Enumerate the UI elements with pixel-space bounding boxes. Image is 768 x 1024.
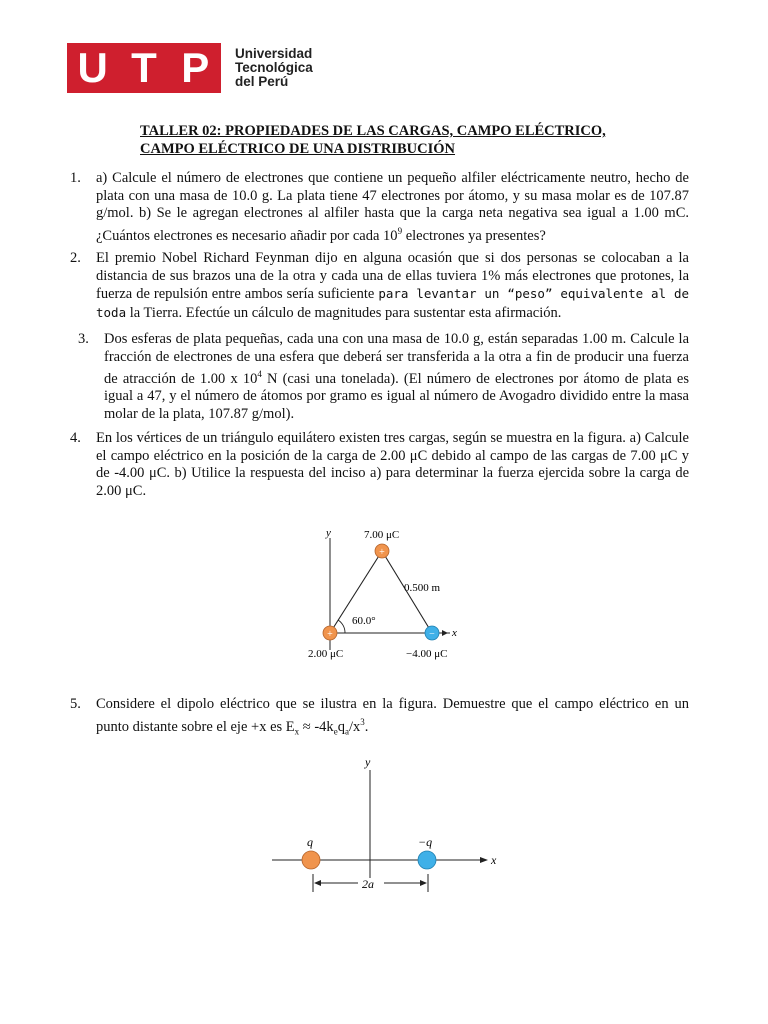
fig1-angle-label: 60.0°: [352, 615, 376, 627]
question-2: [70, 250, 689, 322]
logo-line-1: Universidad: [235, 46, 313, 61]
question-1: [70, 170, 689, 245]
page-title: [140, 122, 606, 158]
fig2-q-left-label: q: [307, 835, 313, 849]
fig1-x-arrow-icon: [442, 630, 448, 636]
question-5-text-2: ≈ -4k: [299, 718, 334, 735]
question-5-text-5: .: [364, 718, 369, 735]
question-5-text-3: q: [337, 718, 345, 735]
fig2-q-right-label: −q: [418, 835, 433, 849]
fig1-side-label: 0.500 m: [404, 582, 441, 594]
question-1-exponent: 9: [397, 225, 403, 236]
question-5-sub-x: x: [294, 726, 300, 737]
question-5-text-4: /x: [348, 718, 361, 735]
fig1-y-label: y: [326, 527, 331, 539]
question-1-text-end: electrones ya presentes?: [402, 227, 546, 244]
question-4-text: En los vértices de un triángulo equilátero existen tres cargas, según se muestra en la figura. a) Calcule el campo eléctrico en la posición de la carga de 2.00 μC debido al campo de las cargas de 7.00 μC y de -4.00 μC. b) Utilice la respuesta del inciso a) para determinar la fuerza ejercida sobre la carga de 2.00 μC.: [96, 430, 689, 499]
fig1-angle-arc: [338, 620, 345, 633]
question-4: [70, 430, 689, 500]
question-1-number: 1.: [70, 170, 81, 186]
fig2-x-label: x: [491, 853, 497, 867]
question-4-number: 4.: [70, 430, 81, 446]
title-line-1: TALLER 02: PROPIEDADES DE LAS CARGAS, CAMPO ELÉCTRICO,: [140, 123, 606, 139]
fig1-x-label: x: [452, 627, 457, 639]
question-2-number: 2.: [70, 250, 81, 266]
logo-letter-p: P: [181, 44, 210, 91]
utp-logo-box: [67, 43, 221, 93]
question-3-number: 3.: [78, 331, 89, 347]
question-2-mono-text: para levantar un “peso” equivalente al de toda: [96, 286, 689, 320]
fig2-x-arrow-icon: [480, 857, 488, 863]
fig2-positive-charge: [302, 851, 320, 869]
fig1-top-charge-label: 7.00 μC: [364, 529, 400, 541]
question-5: [70, 696, 689, 741]
fig2-dim-arrow-right-icon: [420, 880, 427, 886]
logo-line-3: del Perú: [235, 74, 289, 89]
triangle-charges-figure: [300, 520, 480, 670]
fig1-right-charge-label: −4.00 μC: [406, 648, 448, 660]
question-3: [78, 331, 689, 423]
question-3-text: Dos esferas de plata pequeñas, cada una con una masa de 10.0 g, están separadas 1.00 m. Calcule la fracción de electrones de una esfera que deberá ser transferida a la otra a fin de producir una fuerza de atracción de 1.00 x 10: [104, 331, 689, 387]
logo-letter-t: T: [131, 44, 157, 91]
utp-logo: [67, 43, 313, 93]
fig1-right-minus-sign: −: [429, 629, 435, 640]
fig2-dim-arrow-left-icon: [314, 880, 321, 886]
fig2-negative-charge: [418, 851, 436, 869]
question-5-number: 5.: [70, 696, 81, 712]
question-3-text-end: N (casi una tonelada). (El número de electrones por átomo de plata es igual a 47, y el número de átomos por gramo es igual al número de Avogadro dividido entre la masa molar de la plata, 107.87 g/mol).: [104, 370, 689, 422]
dipole-figure: [260, 750, 510, 900]
logo-university-name: [235, 47, 313, 89]
logo-letter-u: U: [77, 44, 108, 91]
title-line-2: CAMPO ELÉCTRICO DE UNA DISTRIBUCIÓN: [140, 141, 456, 157]
question-5-exponent: 3: [360, 716, 365, 727]
question-5-sub-a: a: [344, 726, 349, 737]
question-2-text: El premio Nobel Richard Feynman dijo en alguna ocasión que si dos personas se colocaban a la distancia de sus brazos una de la otra y cada una de ellas tuviera 1% más electrones que protones, la fuerza de repulsión entre ambos sería suficiente: [96, 250, 689, 302]
question-5-text: Considere el dipolo eléctrico que se ilustra en la figura. Demuestre que el campo eléctrico en un punto distante sobre el eje +x es E: [96, 696, 689, 735]
fig2-distance-label: 2a: [362, 877, 374, 891]
logo-line-2: Tecnológica: [235, 60, 313, 75]
fig1-top-plus-sign: +: [379, 547, 385, 558]
question-1-text: a) Calcule el número de electrones que contiene un pequeño alfiler eléctricamente neutro, hecho de plata con una masa de 10.0 g. La plata tiene 47 electrones por átomo, y su masa molar es de 107.87 g/mol. b) Se le agregan electrones al alfiler hasta que la carga neta negativa sea igual a 1.00 mC. ¿Cuántos electrones es necesario añadir por cada 10: [96, 170, 689, 244]
fig1-left-charge-label: 2.00 μC: [308, 648, 344, 660]
fig1-left-plus-sign: +: [327, 629, 333, 640]
question-3-exponent: 4: [257, 369, 262, 379]
fig2-y-label: y: [365, 755, 371, 769]
question-2-text-end: la Tierra. Efectúe un cálculo de magnitudes para sustentar esta afirmación.: [126, 304, 562, 321]
question-5-sub-e: e: [333, 726, 338, 737]
